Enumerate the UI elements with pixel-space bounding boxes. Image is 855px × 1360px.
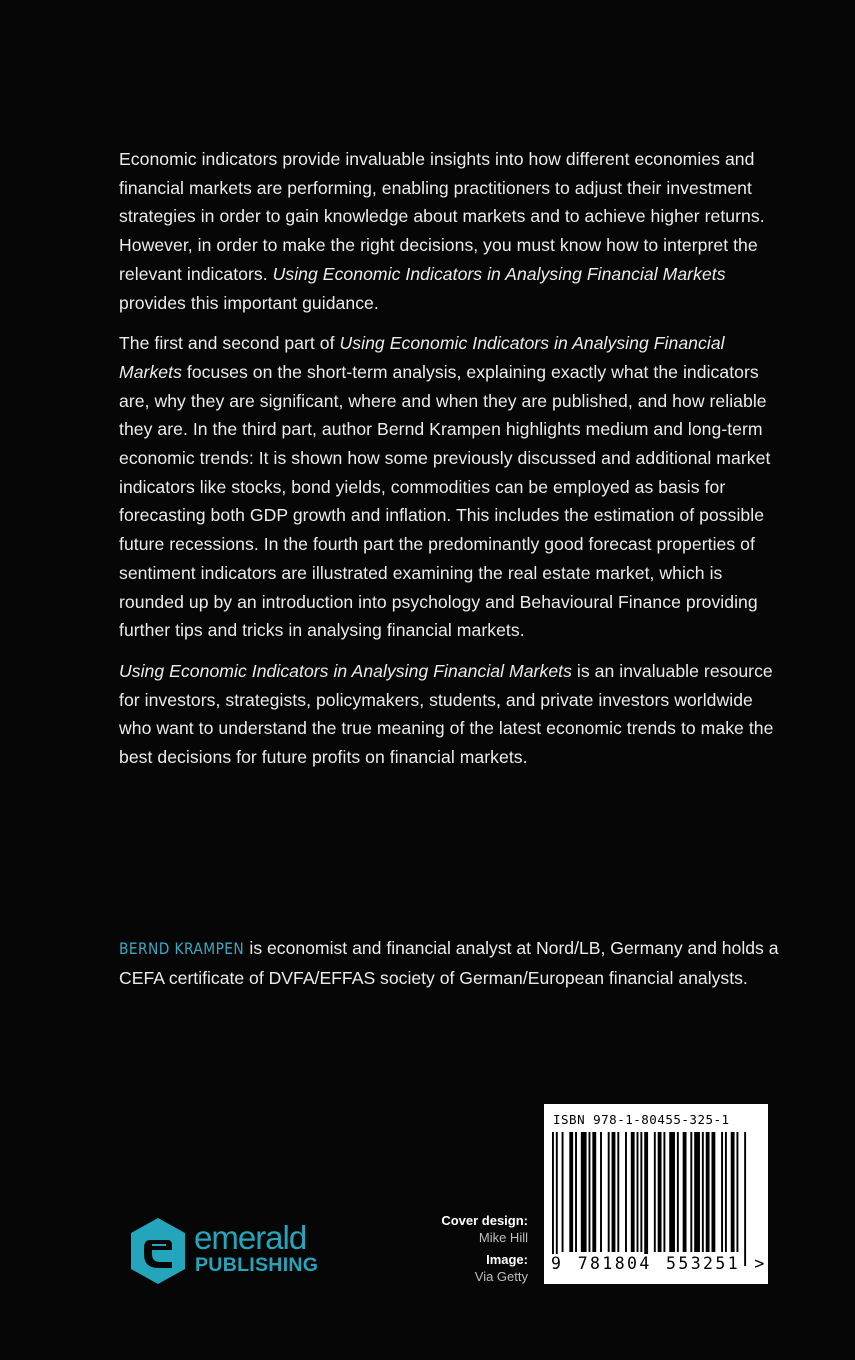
barcode-bar bbox=[612, 1132, 616, 1252]
book-title: Using Economic Indicators in Analysing Financial Markets bbox=[119, 333, 725, 382]
barcode-bar bbox=[725, 1132, 727, 1252]
barcode-bar bbox=[706, 1132, 710, 1252]
barcode-bar bbox=[654, 1132, 656, 1252]
barcode-bar bbox=[592, 1132, 596, 1252]
barcode-bar bbox=[631, 1132, 635, 1252]
barcode-bar bbox=[736, 1132, 738, 1252]
barcode-bars bbox=[552, 1132, 748, 1266]
image-label: Image: bbox=[486, 1252, 528, 1267]
blurb-p1-tail: provides this important guidance. bbox=[119, 292, 379, 313]
isbn-digits-left: 781804 bbox=[577, 1254, 652, 1273]
isbn-label: ISBN 978-1-80455-325-1 bbox=[553, 1112, 730, 1127]
emerald-logo-icon bbox=[128, 1216, 188, 1286]
publisher-logo bbox=[128, 1216, 338, 1286]
barcode-bar bbox=[552, 1132, 554, 1266]
blurb-p3-text: is an invaluable resource for investors, strategists, policymakers, students, and private investors worldwide who want to understand the true meaning of the latest economic trends to make the best decisions for future profits on financial markets. bbox=[119, 660, 774, 768]
image-value: Via Getty bbox=[474, 1269, 528, 1284]
barcode-bar bbox=[608, 1132, 610, 1252]
barcode-bar bbox=[600, 1132, 602, 1252]
barcode-bar bbox=[625, 1132, 627, 1252]
barcode-bar bbox=[731, 1132, 735, 1252]
barcode-bar bbox=[677, 1132, 679, 1252]
publisher-subtitle: PUBLISHING bbox=[195, 1254, 319, 1276]
barcode-bar bbox=[562, 1132, 564, 1252]
barcode-bar bbox=[640, 1132, 642, 1252]
isbn-digits bbox=[550, 1254, 767, 1273]
barcode-bar bbox=[683, 1132, 687, 1252]
barcode-bar bbox=[569, 1132, 573, 1252]
book-title: Using Economic Indicators in Analysing Financial Markets bbox=[272, 263, 726, 284]
barcode-bar bbox=[575, 1132, 577, 1252]
publisher-wordmark: emerald bbox=[194, 1219, 307, 1256]
barcode-bar bbox=[744, 1132, 746, 1266]
blurb-p2-text: focuses on the short-term analysis, explaining exactly what the indicators are, why they are significant, where and when they are published, and how reliable they are. In the third part, author Bernd Krampen highlights medium and long-term economic trends: It is shown how some previously discussed and additional market indicators like stocks, bond yields, commodities can be employed as basis for forecasting both GDP growth and inflation. This includes the estimation of possible future recessions. In the fourth part the predominantly good forecast properties of sentiment indicators are illustrated examining the real estate market, which is rounded up by an introduction into psychology and Behavioural Finance providing further tips and tricks in analysing financial markets. bbox=[119, 361, 771, 641]
isbn-digit-first: 9 bbox=[551, 1254, 564, 1273]
isbn-digits-right: 553251 bbox=[666, 1254, 741, 1273]
barcode-bar bbox=[663, 1132, 665, 1252]
blurb-p2-head: The first and second part of bbox=[119, 333, 335, 354]
barcode-bar bbox=[617, 1132, 619, 1252]
barcode-bar bbox=[694, 1132, 700, 1252]
blurb-paragraph-3 bbox=[119, 657, 779, 772]
author-bio bbox=[119, 934, 779, 992]
author-bio-text: is economist and financial analyst at Nord/LB, Germany and holds a CEFA certificate of DVFA/EFFAS society of German/European financial analysts. bbox=[119, 938, 779, 988]
barcode-bar bbox=[711, 1132, 715, 1252]
back-cover-blurb bbox=[119, 145, 779, 784]
barcode-bar bbox=[669, 1132, 675, 1252]
barcode-bar bbox=[589, 1132, 591, 1252]
barcode-bar bbox=[702, 1132, 704, 1252]
author-name: BERND KRAMPEN bbox=[119, 939, 245, 958]
isbn-barcode bbox=[544, 1104, 768, 1284]
isbn-digits-end: > bbox=[754, 1254, 767, 1273]
blurb-paragraph-2 bbox=[119, 329, 779, 645]
cover-design-value: Mike Hill bbox=[478, 1230, 528, 1245]
cover-design-label: Cover design: bbox=[441, 1213, 528, 1228]
barcode-bar bbox=[721, 1132, 723, 1252]
barcode-bar bbox=[556, 1132, 558, 1266]
blurb-p1-text: Economic indicators provide invaluable insights into how different economies and financial markets are performing, enabling practitioners to adjust their investment strategies in order to gain knowledge about markets and to achieve higher returns. However, in order to make the right decisions, you must know how to interpret the relevant indicators. bbox=[119, 149, 765, 284]
barcode-bar bbox=[581, 1132, 587, 1252]
barcode-bar bbox=[644, 1132, 648, 1266]
barcode-bar bbox=[637, 1132, 639, 1252]
book-title: Using Economic Indicators in Analysing Financial Markets bbox=[119, 660, 572, 681]
barcode-bar bbox=[690, 1132, 692, 1252]
blurb-paragraph-1 bbox=[119, 145, 779, 317]
cover-credits bbox=[398, 1212, 528, 1290]
barcode-bar bbox=[658, 1132, 662, 1252]
